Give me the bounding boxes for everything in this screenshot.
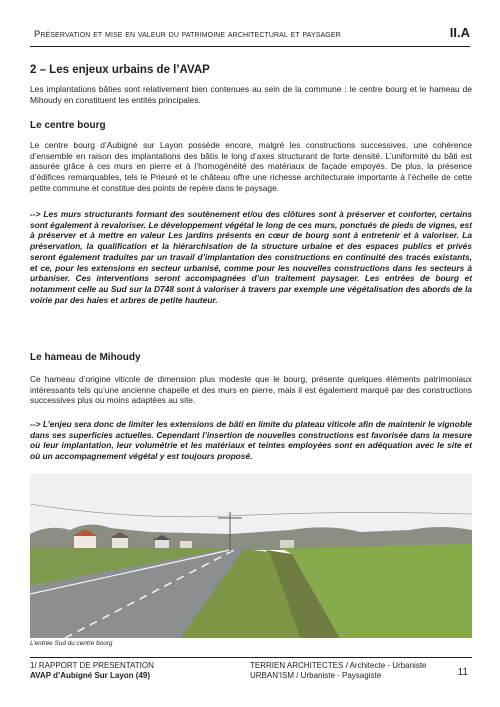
page-number: 11 [457, 667, 468, 678]
hameau-paragraph: Ce hameau d’origine viticole de dimension plus modeste que le bourg, présente quelques éléments patrimoniaux intéressants tels qu’une ancienne chapelle et des murs en pierre, mais il est également marqué par des constructions successives plus ou moins adaptées au site. [30, 374, 472, 406]
page-header [30, 24, 470, 47]
centre-bourg-paragraph: Le centre bourg d’Aubigné sur Layon possède encore, malgré les constructions successives, une cohérence d’ensemble en raison des implantations des bâtis le long d’axes structurant de forte densité. L’uniformité du bâti est assurée grâce à ces murs en pierre et à l’homogénéité des matériaux de façade empoyés. De plus, la présence d’édifices remarquables, tels le Prieuré et le château offre une richesse architecturale importante à l’échelle de cette petite commune et constitue des points de repère dans le paysage. [30, 140, 472, 193]
section-title: 2 – Les enjeux urbains de l’AVAP [30, 64, 210, 76]
header-title: Préservation et mise en valeur du patrimoine architectural et paysager [34, 28, 341, 39]
hameau-heading: Le hameau de Mihoudy [30, 352, 141, 363]
footer-urbanist: URBAN’ISM / Urbaniste - Paysagiste [250, 671, 382, 680]
centre-bourg-heading: Le centre bourg [30, 120, 106, 131]
hameau-enjeux: --> L’enjeu sera donc de limiter les extensions de bâti en limite du plateau viticole afin de maintenir le vignoble dans ses superficies actuelles. Cependant l’insertion de nouvelles constructions est favorisée dans la mesure où leur implantation, leur volumétrie et les matériaux et teintes employées sont en adéquation avec le site et où un accompagnement végétal y est toujours proposé. [30, 419, 472, 462]
centre-bourg-enjeux: --> Les murs structurants formant des soutènement et/ou des clôtures sont à préserver et conforter, certains sont également à revaloriser. Le développement végétal le long de ces murs, ponctués de pieds de vignes, est à préserver et à mettre en valeur Les jardins présents en cœur de bourg sont à entretenir et à valoriser. La préservation, la qualification et la hiérarchisation de la structure urbaine et des espaces publics et privés seront également traduites par un travail d’implantation des constructions en continuité des tracés existants, et ce, pour les extensions en secteur urbanisé, comme pour les nouvelles constructions dans les secteurs à urbaniser. Ces interventions seront accompagnées d’un traitement paysager. Les entrées de bourg et notamment celle au Sud sur la D748 sont à valoriser à travers par exemple une végétalisation des abords de la voirie par des haies et arbres de petite hauteur. [30, 209, 472, 305]
footer-document-name: AVAP d’Aubigné Sur Layon (49) [30, 671, 151, 680]
photo-caption: L’entrée Sud du centre bourg [30, 640, 113, 647]
footer-architect: TERRIEN ARCHITECTES / Architecte - Urbaniste [250, 661, 427, 670]
road-landscape-image [30, 474, 472, 638]
page-footer [30, 657, 472, 680]
intro-paragraph: Les implantations bâties sont relativement bien contenues au sein de la commune : le centre bourg et le hameau de Mihoudy en constituent les entités principales. [30, 84, 472, 105]
footer-report-title: 1/ RAPPORT DE PRESENTATION [30, 661, 154, 670]
section-code: II.A [449, 25, 470, 40]
entrance-photo [30, 474, 472, 638]
